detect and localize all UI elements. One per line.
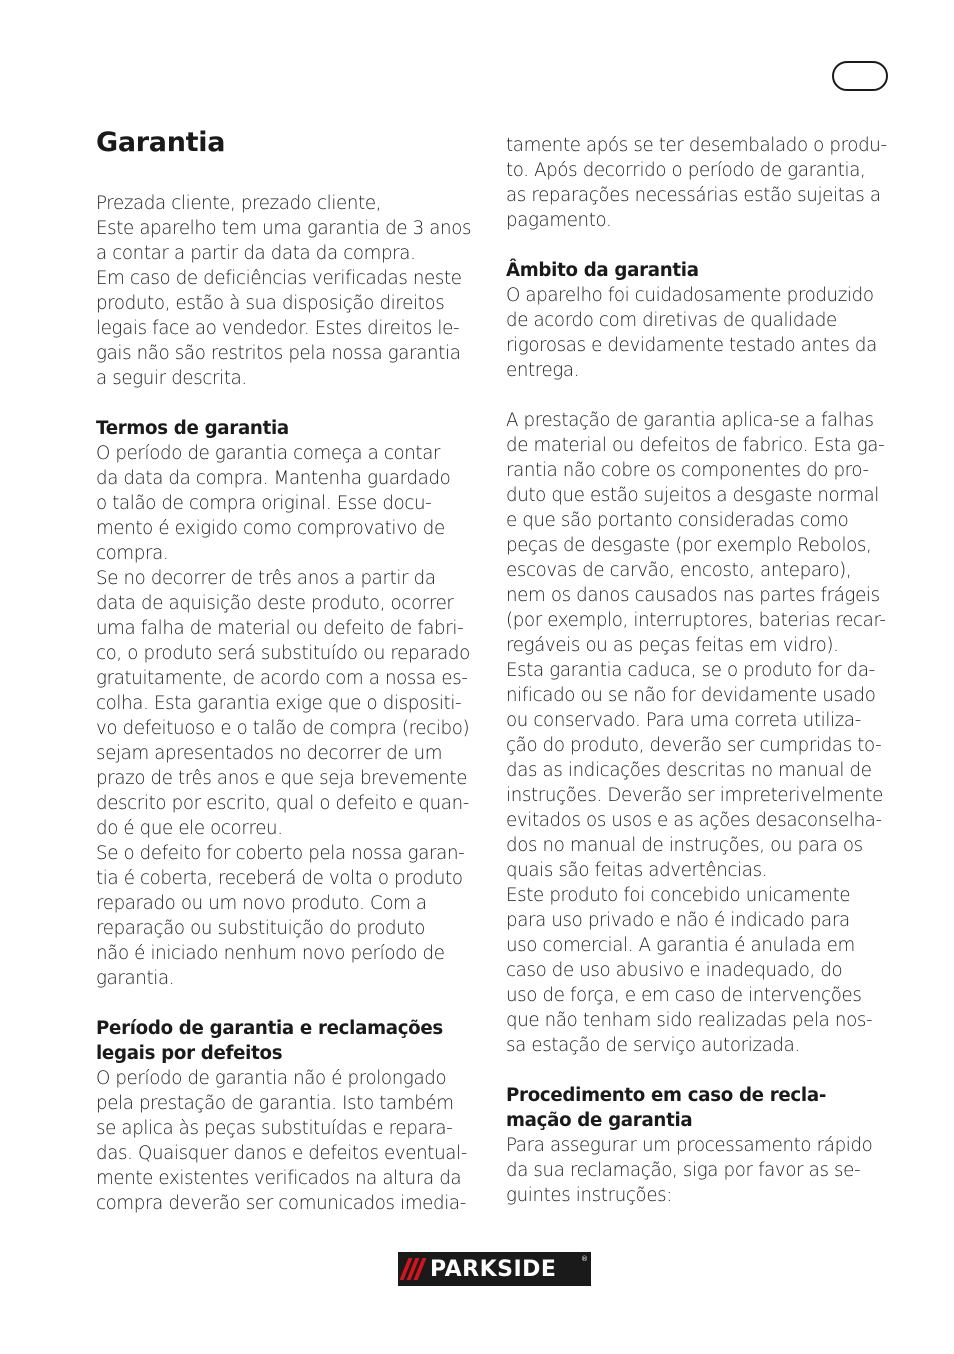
section-heading: Procedimento em caso de recla- <box>506 1085 827 1106</box>
paragraph-gap <box>96 991 484 1016</box>
paragraph-gap <box>96 391 484 416</box>
text-line: regáveis ou as peças feitas em vidro). <box>506 635 839 656</box>
text-line: ou conservado. Para uma correta utiliza- <box>506 710 861 731</box>
text-line: Se o defeito for coberto pela nossa garan- <box>96 843 465 864</box>
text-line: O aparelho foi cuidadosamente produzido <box>506 285 874 306</box>
text-line: pagamento. <box>506 210 612 231</box>
text-line: tia é coberta, receberá de volta o produto <box>96 868 463 889</box>
text-line: sa estação de serviço autorizada. <box>506 1035 800 1056</box>
section-heading: Termos de garantia <box>96 418 289 439</box>
left-column <box>96 126 484 1216</box>
text-line: compra deverão ser comunicados imedia- <box>96 1193 466 1214</box>
text-line: tamente após se ter desembalado o produ- <box>506 135 887 156</box>
text-line: o talão de compra original. Esse docu- <box>96 493 432 514</box>
text-line: rantia não cobre os componentes do pro- <box>506 460 869 481</box>
text-line: Prezada cliente, prezado cliente, <box>96 193 382 214</box>
text-line: Em caso de deficiências verificadas neste <box>96 268 462 289</box>
text-line: escovas de carvão, encosto, anteparo), <box>506 560 852 581</box>
text-line: garantia. <box>96 968 175 989</box>
text-line: gais não são restritos pela nossa garantia <box>96 343 461 364</box>
text-line: Se no decorrer de três anos a partir da <box>96 568 436 589</box>
text-line: vo defeituoso e o talão de compra (recibo) <box>96 718 470 739</box>
text-line: prazo de três anos e que seja brevemente <box>96 768 468 789</box>
text-line: A prestação de garantia aplica-se a falhas <box>506 410 874 431</box>
right-text-block <box>506 133 894 1208</box>
text-line: a seguir descrita. <box>96 368 247 389</box>
text-line: duto que estão sujeitos a desgaste normal <box>506 485 879 506</box>
paragraph-gap <box>506 383 894 408</box>
text-line: nem os danos causados nas partes frágeis <box>506 585 880 606</box>
text-line: Esta garantia caduca, se o produto for da- <box>506 660 875 681</box>
text-line: do é que ele ocorreu. <box>96 818 283 839</box>
text-line: a contar a partir da data da compra. <box>96 243 416 264</box>
text-line: compra. <box>96 543 169 564</box>
text-line: rigorosas e devidamente testado antes da <box>506 335 877 356</box>
text-line: uso comercial. A garantia é anulada em <box>506 935 855 956</box>
text-line: da data da compra. Mantenha guardado <box>96 468 451 489</box>
text-line: das as indicações descritas no manual de <box>506 760 872 781</box>
text-line: mento é exigido como comprovativo de <box>96 518 445 539</box>
text-line: co, o produto será substituído ou reparado <box>96 643 470 664</box>
logo-text: PARKSIDE <box>430 1256 557 1282</box>
text-line: nificado ou se não for devidamente usado <box>506 685 876 706</box>
section-heading: mação de garantia <box>506 1110 693 1131</box>
logo-slashes-icon <box>404 1258 422 1280</box>
text-line: as reparações necessárias estão sujeitas a <box>506 185 881 206</box>
text-line: Para assegurar um processamento rápido <box>506 1135 873 1156</box>
text-line: uma falha de material ou defeito de fabri- <box>96 618 464 639</box>
text-line: (por exemplo, interruptores, baterias recar- <box>506 610 886 631</box>
text-line: Este aparelho tem uma garantia de 3 anos <box>96 218 472 239</box>
right-column <box>506 133 894 1208</box>
text-line: reparado ou um novo produto. Com a <box>96 893 427 914</box>
text-line: instruções. Deverão ser impreterivelmente <box>506 785 883 806</box>
text-line: que não tenham sido realizadas pela nos- <box>506 1010 873 1031</box>
text-line: sejam apresentados no decorrer de um <box>96 743 443 764</box>
text-line: legais face ao vendedor. Estes direitos le- <box>96 318 460 339</box>
language-badge <box>832 61 888 91</box>
page-title: Garantia <box>96 127 226 158</box>
text-line: entrega. <box>506 360 580 381</box>
text-line: ção do produto, deverão ser cumpridas to- <box>506 735 882 756</box>
text-line: quais são feitas advertências. <box>506 860 768 881</box>
text-line: descrito por escrito, qual o defeito e quan- <box>96 793 469 814</box>
text-line: to. Após decorrido o período de garantia, <box>506 160 866 181</box>
paragraph-gap <box>506 1058 894 1083</box>
section-heading: legais por defeitos <box>96 1043 283 1064</box>
left-text-block <box>96 191 484 1216</box>
text-line: colha. Esta garantia exige que o dispositi- <box>96 693 462 714</box>
text-line: peças de desgaste (por exemplo Rebolos, <box>506 535 872 556</box>
parkside-logo <box>398 1252 591 1286</box>
text-line: gratuitamente, de acordo com a nossa es- <box>96 668 468 689</box>
text-line: data de aquisição deste produto, ocorrer <box>96 593 454 614</box>
text-line: pela prestação de garantia. Isto também <box>96 1093 454 1114</box>
text-line: O período de garantia não é prolongado <box>96 1068 447 1089</box>
text-line: se aplica às peças substituídas e repara- <box>96 1118 453 1139</box>
text-line: para uso privado e não é indicado para <box>506 910 850 931</box>
text-line: Este produto foi concebido unicamente <box>506 885 851 906</box>
text-line: guintes instruções: <box>506 1185 673 1206</box>
text-line: de acordo com diretivas de qualidade <box>506 310 837 331</box>
text-line: mente existentes verificados na altura da <box>96 1168 462 1189</box>
text-line: produto, estão à sua disposição direitos <box>96 293 445 314</box>
text-line: não é iniciado nenhum novo período de <box>96 943 445 964</box>
logo-registered-mark: ® <box>581 1255 588 1263</box>
text-line: O período de garantia começa a contar <box>96 443 441 464</box>
text-line: e que são portanto consideradas como <box>506 510 849 531</box>
text-line: evitados os usos e as ações desaconselha- <box>506 810 882 831</box>
text-line: reparação ou substituição do produto <box>96 918 425 939</box>
section-heading: Âmbito da garantia <box>506 260 699 281</box>
section-heading: Período de garantia e reclamações <box>96 1018 443 1039</box>
text-line: dos no manual de instruções, ou para os <box>506 835 863 856</box>
paragraph-gap <box>506 233 894 258</box>
text-line: uso de força, e em caso de intervenções <box>506 985 862 1006</box>
text-line: de material ou defeitos de fabrico. Esta ga- <box>506 435 885 456</box>
text-line: das. Quaisquer danos e defeitos eventual- <box>96 1143 467 1164</box>
text-line: da sua reclamação, siga por favor as se- <box>506 1160 861 1181</box>
text-line: caso de uso abusivo e inadequado, do <box>506 960 843 981</box>
